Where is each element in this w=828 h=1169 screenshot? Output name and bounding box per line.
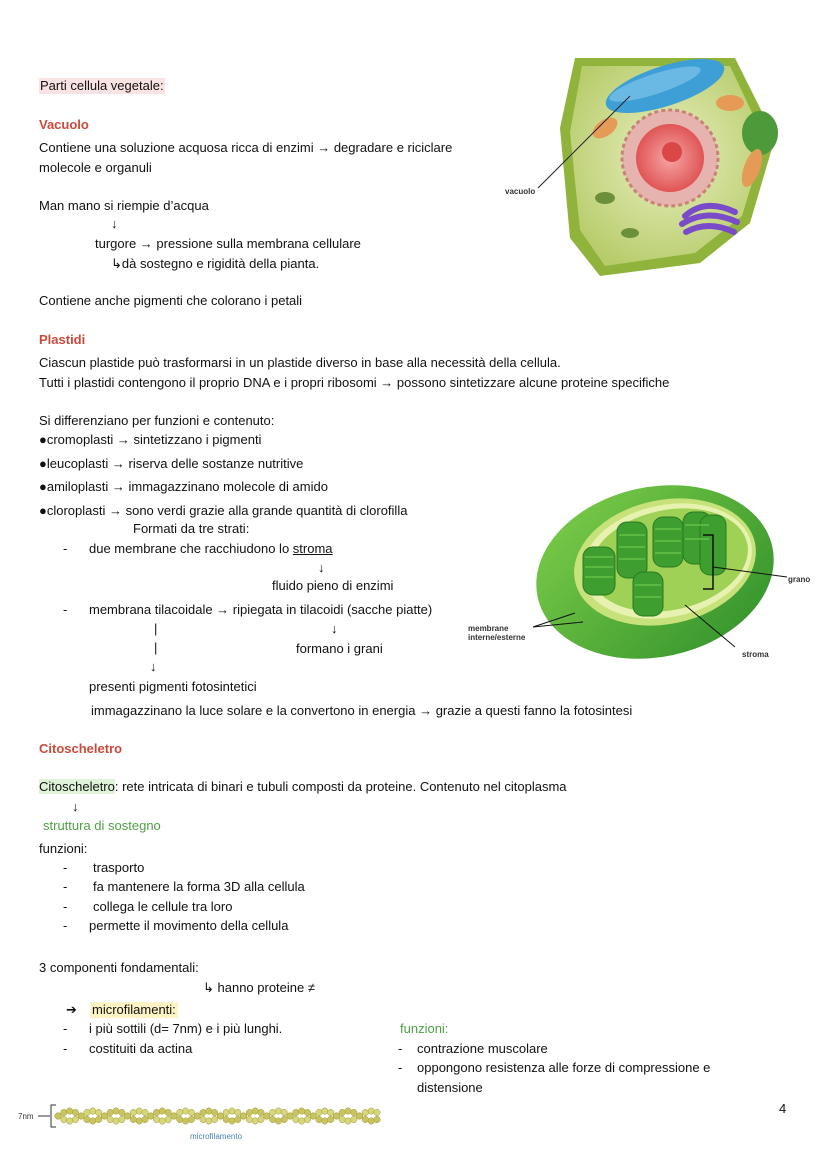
actin-bead	[293, 1109, 299, 1115]
funzioni-label: funzioni:	[39, 841, 88, 856]
actin-bead	[322, 1108, 328, 1114]
actin-bead	[159, 1118, 165, 1124]
actin-bead	[72, 1109, 78, 1115]
actin-bead	[84, 1109, 90, 1115]
funzione-dash-4: -	[63, 918, 68, 933]
actin-bead	[351, 1109, 357, 1115]
actin-bead	[211, 1116, 217, 1122]
bar-1: |	[154, 621, 158, 636]
actin-bead	[229, 1118, 235, 1124]
actin-bead	[351, 1116, 357, 1122]
vacuolo-line-6: Contiene anche pigmenti che colorano i petali	[39, 293, 303, 308]
actin-bead	[78, 1113, 84, 1119]
actin-bead	[61, 1116, 67, 1122]
micro-funzione-dash-1: -	[398, 1041, 403, 1056]
grani-arrow: ↓	[331, 621, 338, 636]
actin-bead	[235, 1109, 241, 1115]
actin-bead	[95, 1116, 101, 1122]
micro-item-2: costituiti da actina	[89, 1041, 193, 1056]
nm-label: 7nm	[18, 1112, 34, 1121]
actin-bead	[55, 1113, 61, 1119]
actin-bead	[165, 1109, 171, 1115]
actin-bead	[95, 1109, 101, 1115]
chloroplast-illustration	[535, 477, 775, 667]
actin-bead	[142, 1116, 148, 1122]
vacuolo-line-5: ↳dà sostegno e rigidità della pianta.	[111, 256, 320, 271]
funzione-3: collega le cellule tra loro	[93, 899, 233, 914]
grani-text: formano i grani	[296, 641, 383, 656]
actin-bead	[113, 1108, 119, 1114]
strato-item-1	[89, 541, 333, 557]
microfilament-illustration	[38, 1102, 388, 1132]
actin-bead	[66, 1108, 72, 1114]
actin-bead	[298, 1108, 304, 1114]
actin-bead	[229, 1108, 235, 1114]
stroma-underlined: stroma	[292, 541, 333, 556]
actin-bead	[281, 1116, 287, 1122]
actin-bead	[148, 1113, 154, 1119]
actin-bead	[356, 1113, 362, 1119]
actin-bead	[327, 1109, 333, 1115]
micro-funzione-dash-2: -	[398, 1060, 403, 1075]
componenti-text: 3 componenti fondamentali:	[39, 960, 199, 975]
pigmenti-text: presenti pigmenti fotosintetici	[89, 679, 257, 694]
actin-bead	[223, 1116, 229, 1122]
actin-bead	[90, 1108, 96, 1114]
actin-bead	[119, 1109, 125, 1115]
vacuolo-line-4: turgore → pressione sulla membrana cellulare	[95, 236, 361, 251]
actin-beads	[55, 1108, 380, 1124]
actin-bead	[142, 1109, 148, 1115]
actin-bead	[72, 1116, 78, 1122]
actin-bead	[252, 1108, 258, 1114]
plant-cell-illustration	[490, 48, 780, 278]
struttura-sostegno: struttura di sostegno	[43, 818, 161, 833]
micro-item-1: i più sottili (d= 7nm) e i più lunghi.	[89, 1021, 283, 1036]
bullet-leucoplasti: ●leucoplasti → riserva delle sostanze nutritive	[39, 456, 304, 471]
microfilamenti-arrow: ➔	[66, 1002, 77, 1017]
plastidi-heading: Plastidi	[39, 332, 86, 347]
actin-bead	[182, 1118, 188, 1124]
actin-bead	[217, 1113, 223, 1119]
plastidi-line-3: Si differenziano per funzioni e contenuto:	[39, 413, 275, 428]
vacuolo-line-2: molecole e organuli	[39, 160, 152, 175]
actin-bead	[130, 1109, 136, 1115]
actin-bead	[362, 1109, 368, 1115]
funzione-1: trasporto	[93, 860, 145, 875]
vacuolo-line-1: Contiene una soluzione acquosa ricca di enzimi → degradare e riciclare	[39, 140, 453, 155]
micro-funzione-1: contrazione muscolare	[417, 1041, 548, 1056]
actin-bead	[368, 1118, 374, 1124]
vacuolo-image-label: vacuolo	[505, 187, 536, 196]
actin-bead	[327, 1116, 333, 1122]
dash-2: -	[63, 602, 68, 617]
actin-bead	[316, 1109, 322, 1115]
actin-bead	[374, 1109, 380, 1115]
actin-bead	[182, 1108, 188, 1114]
actin-bead	[339, 1116, 345, 1122]
actin-bead	[345, 1108, 351, 1114]
bar-2: |	[154, 640, 158, 655]
actin-bead	[107, 1116, 113, 1122]
bullet-amiloplasti: ●amiloplasti → immagazzinano molecole di amido	[39, 479, 328, 494]
actin-bead	[90, 1118, 96, 1124]
actin-bead	[322, 1118, 328, 1124]
actin-bead	[269, 1116, 275, 1122]
microfilamenti-heading: microfilamenti:	[92, 1002, 176, 1017]
strati-text: Formati da tre strati:	[133, 521, 250, 536]
actin-bead	[206, 1108, 212, 1114]
actin-bead	[130, 1116, 136, 1122]
micro-funzione-2: oppongono resistenza alle forze di compressione e	[417, 1060, 711, 1075]
actin-bead	[61, 1109, 67, 1115]
strato-item-2: membrana tilacoidale → ripiegata in tilacoidi (sacche piatte)	[89, 602, 433, 617]
stroma-arrow: ↓	[318, 560, 325, 575]
vacuolo-line-3: Man mano si riempie d’acqua	[39, 198, 209, 213]
funzione-dash-3: -	[63, 899, 68, 914]
actin-bead	[310, 1113, 316, 1119]
funzione-4: permette il movimento della cellula	[89, 918, 289, 933]
actin-bead	[275, 1118, 281, 1124]
plastidi-line-2: Tutti i plastidi contengono il proprio DNA e i propri ribosomi → possono sintetizzare alcune proteine specifiche	[39, 375, 670, 390]
bullet-cromoplasti: ●cromoplasti → sintetizzano i pigmenti	[39, 432, 262, 447]
actin-bead	[368, 1108, 374, 1114]
actin-bead	[200, 1109, 206, 1115]
actin-bead	[206, 1118, 212, 1124]
actin-bead	[258, 1109, 264, 1115]
pigmenti-arrow: ↓	[150, 659, 157, 674]
actin-bead	[275, 1108, 281, 1114]
citoscheletro-definition-text: : rete intricata di binari e tubuli composti da proteine. Contenuto nel citoplasma	[114, 779, 567, 794]
actin-bead	[223, 1109, 229, 1115]
plastidi-line-1: Ciascun plastide può trasformarsi in un plastide diverso in base alla necessità della cellula.	[39, 355, 561, 370]
micro-funzione-3: distensione	[417, 1080, 483, 1095]
actin-bead	[293, 1116, 299, 1122]
actin-bead	[304, 1109, 310, 1115]
fluido-text: fluido pieno di enzimi	[272, 578, 394, 593]
proteine-text: ↳ hanno proteine ≠	[203, 980, 315, 995]
micro-dash-2: -	[63, 1041, 68, 1056]
citoscheletro-highlight: Citoscheletro	[39, 779, 115, 794]
actin-bead	[287, 1113, 293, 1119]
actin-bead	[124, 1113, 130, 1119]
actin-bead	[107, 1109, 113, 1115]
citoscheletro-heading: Citoscheletro	[39, 741, 123, 756]
actin-bead	[246, 1109, 252, 1115]
actin-bead	[258, 1116, 264, 1122]
micro-funzioni-label: funzioni:	[400, 1021, 449, 1036]
page-number: 4	[779, 1101, 787, 1116]
actin-bead	[298, 1118, 304, 1124]
actin-bead	[113, 1118, 119, 1124]
funzione-dash-2: -	[63, 879, 68, 894]
bullet-cloroplasti: ●cloroplasti → sono verdi grazie alla grande quantità di clorofilla	[39, 503, 408, 518]
actin-bead	[200, 1116, 206, 1122]
actin-bead	[165, 1116, 171, 1122]
actin-bead	[211, 1109, 217, 1115]
actin-bead	[345, 1118, 351, 1124]
actin-bead	[136, 1108, 142, 1114]
actin-bead	[374, 1116, 380, 1122]
vacuolo-arrow: ↓	[111, 216, 118, 231]
actin-bead	[171, 1113, 177, 1119]
actin-bead	[177, 1109, 183, 1115]
actin-bead	[136, 1118, 142, 1124]
grano-label: grano	[788, 575, 811, 584]
actin-bead	[269, 1109, 275, 1115]
actin-bead	[159, 1108, 165, 1114]
luce-text: immagazzinano la luce solare e la convertono in energia → grazie a questi fanno la fotosintesi	[91, 703, 633, 718]
vacuolo-heading: Vacuolo	[39, 117, 89, 132]
actin-bead	[235, 1116, 241, 1122]
actin-bead	[339, 1109, 345, 1115]
page-title: Parti cellula vegetale:	[40, 78, 164, 93]
actin-bead	[281, 1109, 287, 1115]
actin-bead	[304, 1116, 310, 1122]
actin-bead	[316, 1116, 322, 1122]
membrane-label: membrane interne/esterne	[468, 624, 526, 642]
citoscheletro-arrow: ↓	[72, 799, 79, 814]
actin-bead	[101, 1113, 107, 1119]
funzione-dash-1: -	[63, 860, 68, 875]
actin-bead	[362, 1116, 368, 1122]
actin-bead	[194, 1113, 200, 1119]
microfilament-label: microfilamento	[190, 1132, 243, 1141]
actin-bead	[188, 1109, 194, 1115]
actin-bead	[333, 1113, 339, 1119]
actin-bead	[188, 1116, 194, 1122]
actin-bead	[84, 1116, 90, 1122]
actin-bead	[252, 1118, 258, 1124]
actin-bead	[119, 1116, 125, 1122]
actin-bead	[264, 1113, 270, 1119]
micro-dash-1: -	[63, 1021, 68, 1036]
actin-bead	[177, 1116, 183, 1122]
strato-item-1-text: due membrane che racchiudono lo	[89, 541, 293, 556]
actin-bead	[153, 1116, 159, 1122]
funzione-2: fa mantenere la forma 3D alla cellula	[93, 879, 305, 894]
actin-bead	[153, 1109, 159, 1115]
citoscheletro-definition	[39, 779, 567, 795]
actin-bead	[240, 1113, 246, 1119]
actin-bead	[66, 1118, 72, 1124]
stroma-label: stroma	[742, 650, 769, 659]
dash-1: -	[63, 541, 68, 556]
actin-bead	[246, 1116, 252, 1122]
